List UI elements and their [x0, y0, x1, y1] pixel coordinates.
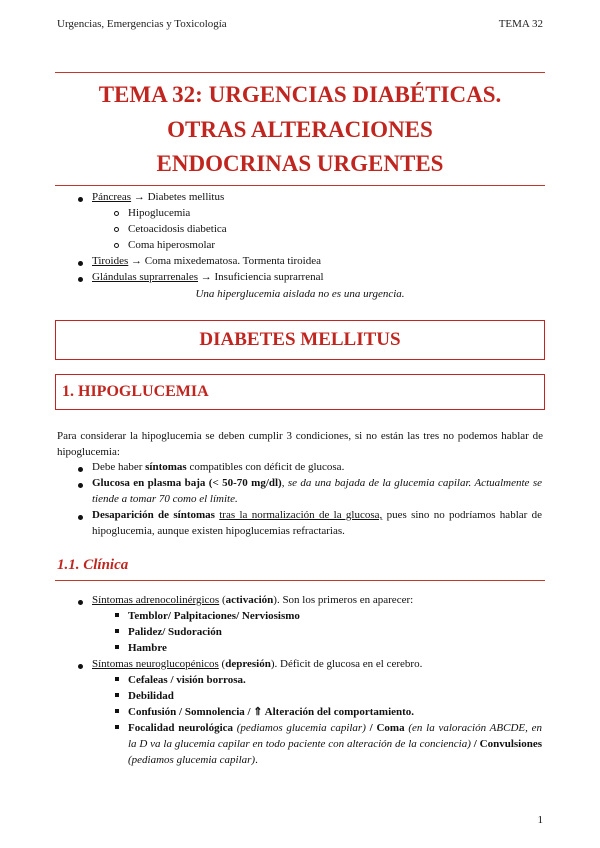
clinica-a-sub-2: Palidez/ Sudoración: [128, 626, 222, 638]
clinica-neuroglucopenicos: Síntomas neuroglucopénicos (depresión). Déficit de glucosa en el cerebro.: [92, 658, 423, 670]
overview-tiroides: Tiroides → Coma mixedematosa. Tormenta tiroidea: [92, 255, 321, 267]
clinica-n-sub-1: Cefaleas / visión borrosa.: [128, 674, 246, 686]
overview-pancreas-sub-3: Coma hiperosmolar: [128, 239, 216, 251]
clinica-n-sub-4: Focalidad neurológica (pediamos glucemia capilar) / Coma (en la valoración ABCDE, en la D va la glucemia capilar en todo paciente con alteración de la conciencia) / Convulsiones (pediamos glucemia capilar).: [128, 722, 543, 766]
clinica-adrenocolinergicos: Síntomas adrenocolinérgicos (activación). Son los primeros en aparecer:: [92, 594, 414, 606]
page-title-line3: ENDOCRINAS URGENTES: [156, 151, 444, 176]
page-title-line2: OTRAS ALTERACIONES: [167, 117, 433, 142]
bullet-dot: [78, 600, 83, 605]
bullet-circle: [114, 211, 119, 216]
clinica-a-sub-1: Temblor/ Palpitaciones/ Nerviosismo: [128, 610, 300, 622]
clinica-n-sub-3: Confusión / Somnolencia / ⇑ Alteración del comportamiento.: [128, 706, 415, 718]
intro-paragraph: Para considerar la hipoglucemia se deben cumplir 3 condiciones, si no están las tres no podemos hablar de hipoglucemia:: [57, 430, 543, 458]
overview-pancreas-sub-2: Cetoacidosis diabetica: [128, 223, 227, 235]
bullet-dot: [78, 664, 83, 669]
bullet-square: [115, 613, 119, 617]
clinica-rule: [55, 580, 545, 581]
bullet-dot: [78, 483, 83, 488]
bullet-dot: [78, 261, 83, 266]
page-number: 1: [537, 814, 543, 826]
overview-pancreas-sub-1: Hipoglucemia: [128, 207, 191, 219]
bullet-square: [115, 629, 119, 633]
bullet-dot: [78, 467, 83, 472]
bullet-dot: [78, 277, 83, 282]
overview-note: Una hiperglucemia aislada no es una urgencia.: [195, 288, 405, 300]
bullet-square: [115, 709, 119, 713]
bullet-dot: [78, 515, 83, 520]
overview-glandulas: Glándulas suprarrenales → Insuficiencia suprarrenal: [92, 271, 324, 283]
header-left: Urgencias, Emergencias y Toxicología: [57, 18, 227, 30]
header-right: TEMA 32: [498, 18, 543, 30]
section-heading-box: DIABETES MELLITUS: [55, 320, 545, 360]
overview-pancreas: Páncreas → Diabetes mellitus: [92, 191, 225, 203]
page-title-line1: TEMA 32: URGENCIAS DIABÉTICAS.: [98, 82, 502, 107]
clinica-n-sub-2: Debilidad: [128, 690, 174, 702]
bullet-square: [115, 725, 119, 729]
title-top-rule: [55, 72, 545, 73]
condition-1: Debe haber síntomas compatibles con déficit de glucosa.: [92, 461, 345, 473]
bullet-square: [115, 693, 119, 697]
bullet-dot: [78, 197, 83, 202]
condition-3: Desaparición de síntomas tras la normalización de la glucosa, pues sino no podríamos hablar de hipoglucemia, aunque existen hipoglucemias refractarias.: [92, 509, 542, 537]
bullet-circle: [114, 227, 119, 232]
title-bottom-rule: [55, 185, 545, 186]
clinica-a-sub-3: Hambre: [128, 642, 167, 654]
bullet-square: [115, 677, 119, 681]
clinica-heading: 1.1. Clínica: [57, 557, 129, 573]
condition-2: Glucosa en plasma baja (< 50-70 mg/dl), se da una bajada de la glucemia capilar. Actualmente se tiende a tomar 70 como el límite.: [92, 477, 542, 505]
subsection-heading-box: 1. HIPOGLUCEMIA: [55, 374, 545, 410]
bullet-square: [115, 645, 119, 649]
bullet-circle: [114, 243, 119, 248]
